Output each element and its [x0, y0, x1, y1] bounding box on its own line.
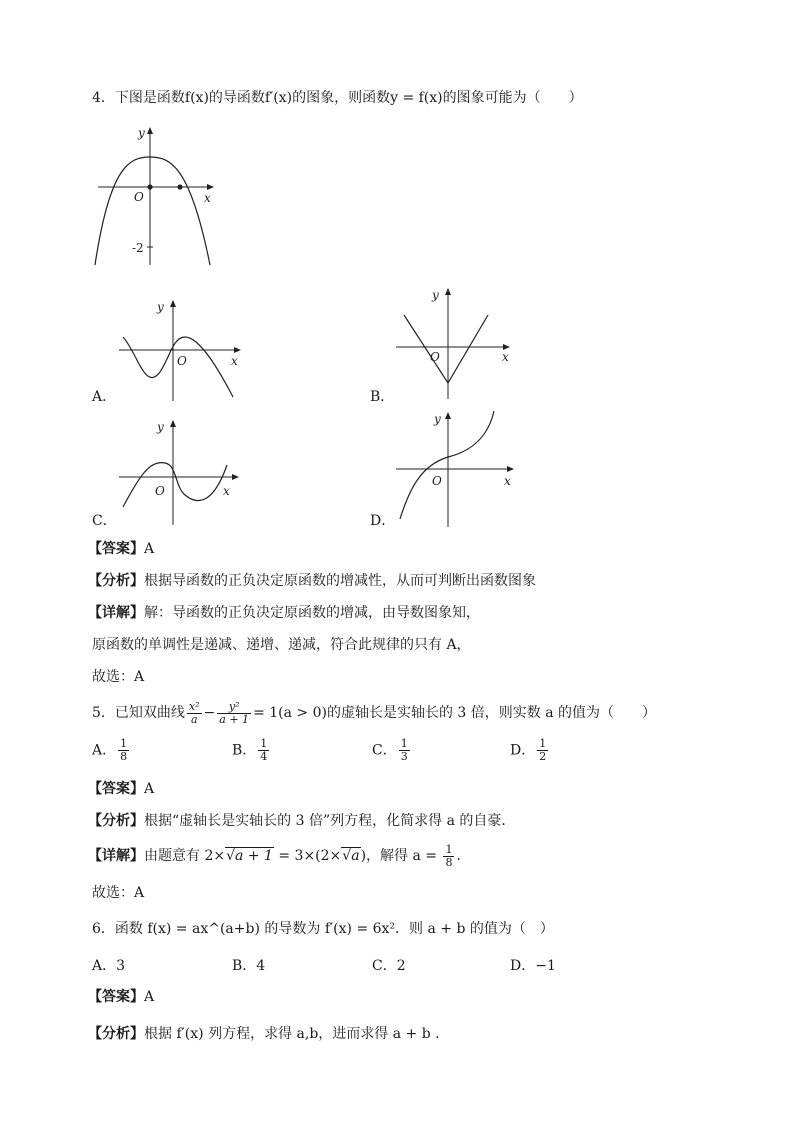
q4-option-a-letter: A．	[92, 389, 117, 405]
q5-answer-line	[88, 780, 154, 798]
q5-answer-value: A	[144, 781, 155, 797]
q4-answer-line	[88, 540, 154, 558]
q5-detail-sqrt-a: √a	[342, 848, 360, 864]
q5-option-a-den: 8	[120, 750, 128, 763]
q5-analysis-text: 根据“虚轴长是实轴长的 3 倍”列方程，化简求得 a 的自豪.	[144, 813, 506, 829]
q4-stem: 4．下图是函数f(x)的导函数f′(x)的图象，则函数y = f(x)的图象可能为（ ）	[92, 90, 583, 106]
q4-conclusion: 故选：A	[92, 669, 145, 685]
q4-option-d-letter: D．	[370, 513, 396, 529]
q5-option-c-letter: C．	[372, 742, 397, 759]
q5-detail-tag: 【详解】	[88, 848, 144, 864]
q5-fraction-x: $\frac{\text{x²}}{a}$	[188, 699, 200, 726]
q4-a-x-label: x	[231, 354, 238, 368]
q6-stem: 6．函数 f(x) = ax^(a+b) 的导数为 f′(x) = 6x²．则 a + b 的值为（ ）	[92, 921, 554, 937]
q6-option-d[interactable]: D．−1	[510, 958, 556, 974]
q4-given-origin: O	[134, 190, 144, 204]
q5-detail-line	[88, 843, 470, 869]
q4-detail-tag: 【详解】	[88, 605, 144, 621]
q6-option-b[interactable]: B．4	[232, 958, 266, 974]
q4-b-origin: O	[430, 350, 440, 364]
q5-detail-end: ．	[456, 848, 471, 864]
q5-option-b-den: 4	[260, 750, 268, 763]
q5-detail-mid: = 3×(2×	[273, 848, 342, 864]
q5-detail-result-den: 8	[445, 855, 453, 869]
q4-b-y-label: y	[432, 288, 439, 302]
q5-option-b[interactable]	[232, 738, 271, 763]
q5-detail-prefix: 由题意有 2×	[144, 848, 226, 864]
q4-c-x-label: x	[223, 484, 230, 498]
q5-stem-suffix: 的虚轴长是实轴长的 3 倍，则实数 a 的值为（ ）	[326, 705, 657, 721]
q5-option-a[interactable]	[92, 738, 131, 763]
q5-option-d-num: 1	[539, 737, 547, 750]
q6-analysis-tag: 【分析】	[88, 1026, 144, 1042]
q4-option-b-letter: B．	[370, 389, 395, 405]
q4-detail-text-2: 原函数的单调性是递减、递增、递减，符合此规律的只有 A，	[92, 637, 471, 653]
q5-fraction-y: $\frac{\text{y²}}{a + 1}$	[219, 699, 250, 726]
q4-option-d-graph	[392, 407, 517, 529]
q4-detail-line-1	[88, 604, 480, 622]
q4-c-y-label: y	[157, 420, 164, 434]
q4-option-a-graph	[115, 297, 245, 402]
q5-conclusion: 故选：A	[92, 885, 145, 901]
q5-option-a-letter: A．	[92, 742, 117, 759]
q6-answer-line	[88, 988, 154, 1006]
q5-option-c-num: 1	[400, 737, 408, 750]
q4-option-c-letter: C．	[92, 513, 117, 529]
q5-detail-result-num: 1	[445, 842, 453, 856]
q5-detail-sqrt-a1: √a + 1	[226, 848, 273, 864]
q4-d-y-label: y	[434, 412, 441, 426]
q5-answer-tag: 【答案】	[88, 781, 144, 797]
q5-option-d[interactable]	[510, 738, 550, 763]
q5-option-c[interactable]	[372, 738, 412, 763]
q4-d-origin: O	[432, 474, 442, 488]
q5-option-c-den: 3	[400, 750, 408, 763]
q4-detail-text-1: 解：导函数的正负决定原函数的增减，由导数图象知，	[144, 605, 480, 621]
q6-option-c[interactable]: C．2	[372, 958, 406, 974]
q4-analysis-line	[88, 572, 536, 590]
q5-stem-rhs: = 1(a > 0)	[253, 705, 327, 721]
q4-a-origin: O	[177, 354, 187, 368]
q5-stem-prefix: 5．已知双曲线	[92, 705, 185, 721]
q4-analysis-tag: 【分析】	[88, 573, 144, 589]
q5-option-a-num: 1	[120, 737, 128, 750]
q5-analysis-tag: 【分析】	[88, 813, 144, 829]
q6-option-a[interactable]: A．3	[92, 958, 126, 974]
q5-detail-suffix: )，解得 a =	[360, 848, 442, 864]
q4-b-x-label: x	[502, 350, 509, 364]
q5-option-b-letter: B．	[232, 742, 257, 759]
q5-option-d-letter: D．	[510, 742, 536, 759]
q4-option-b-graph	[392, 285, 517, 400]
q4-a-y-label: y	[157, 300, 164, 314]
q4-given-x-label: x	[204, 191, 211, 205]
q6-answer-value: A	[144, 989, 155, 1005]
q4-answer-value: A	[144, 541, 155, 557]
q4-analysis-text: 根据导函数的正负决定原函数的增减性，从而可判断出函数图象	[144, 573, 536, 589]
q6-analysis-text: 根据 f′(x) 列方程，求得 a,b，进而求得 a + b .	[144, 1026, 440, 1042]
q6-analysis-line	[88, 1025, 440, 1043]
q4-given-y-label: y	[138, 126, 145, 140]
q4-derivative-graph	[90, 125, 220, 270]
q4-c-origin: O	[155, 484, 165, 498]
q4-given-tick: -2	[132, 241, 144, 255]
q5-option-b-num: 1	[260, 737, 268, 750]
q5-option-d-den: 2	[539, 750, 547, 763]
q5-analysis-line	[88, 812, 506, 830]
q4-d-x-label: x	[504, 474, 511, 488]
q6-answer-tag: 【答案】	[88, 989, 144, 1005]
q5-stem: 5．已知双曲线 $\frac{\text{x²}}{a}$ − $\frac{\text{y²}}{a + 1}$ = 1(a > 0)的虚轴长是实轴长的 3 倍，则实数 a 的值为（ ）	[92, 699, 657, 726]
q4-option-c-graph	[115, 415, 245, 527]
q4-answer-tag: 【答案】	[88, 541, 144, 557]
